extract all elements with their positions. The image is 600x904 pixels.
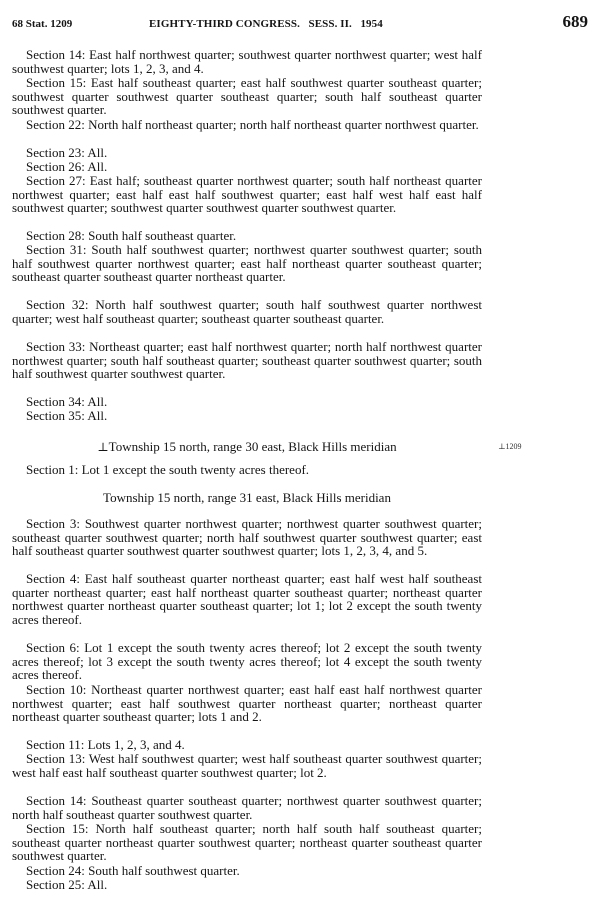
section-paragraph: Section 25: All.	[26, 877, 108, 892]
section-paragraph: Section 4: East half southeast quarter northeast quarter; east half west half southeast quarter northeast quarter; east half northeast quarter southeast quarter; northeast quarter northwest quarter northeast quarter southeast quarter; lot 1; lot 2 except the south twenty acres thereof.	[12, 571, 482, 628]
section-paragraph: Section 22: North half northeast quarter; north half northeast quarter northwest quarter.	[26, 117, 479, 132]
section-paragraph: Section 10: Northeast quarter northwest quarter; east half east half northwest quarter northwest quarter; east half southwest quarter northeast quarter; northeast quarter northeast quarter southeast quarter; lots 1 and 2.	[12, 682, 482, 725]
section-paragraph: Section 27: East half; southeast quarter northwest quarter; south half northeast quarter northwest quarter; east half east half southwest quarter; east half west half east half southwest quarter; southwest quarter southwest quarter southwest quarter.	[12, 173, 482, 216]
section-paragraph: Section 28: South half southeast quarter.	[26, 228, 237, 243]
section-paragraph: Section 35: All.	[26, 408, 108, 423]
page-header	[12, 14, 588, 38]
statute-reference: 68 Stat. 1209	[12, 18, 73, 30]
section-paragraph: Section 32: North half southwest quarter; south half southwest quarter northwest quarter; west half southeast quarter; southeast quarter southeast quarter.	[12, 297, 482, 326]
section-paragraph: Section 31: South half southwest quarter; northwest quarter southwest quarter; south half southwest quarter northwest quarter; east half northeast quarter southeast quarter; southeast quarter southeast quarter northeast quarter.	[12, 242, 482, 285]
township-heading: Township 15 north, range 31 east, Black Hills meridian	[103, 490, 391, 505]
running-head: EIGHTY-THIRD CONGRESS. SESS. II. 1954	[149, 18, 383, 30]
section-paragraph: Section 1: Lot 1 except the south twenty acres thereof.	[26, 462, 310, 477]
section-paragraph: Section 33: Northeast quarter; east half northwest quarter; north half northwest quarter northwest quarter; south half southeast quarter; southeast quarter southwest quarter; south half southwest quarter southwest quarter.	[12, 339, 482, 382]
township-heading-text: Township 15 north, range 30 east, Black Hills meridian	[108, 439, 397, 454]
section-paragraph: Section 34: All.	[26, 394, 108, 409]
page-number: 689	[562, 12, 588, 31]
section-paragraph: Section 26: All.	[26, 159, 108, 174]
section-paragraph: Section 3: Southwest quarter northwest quarter; northwest quarter southwest quarter; southeast quarter southwest quarter; north half southwest quarter southwest quarter; east half southeast quarter southwest quarter southwest quarter; lots 1, 2, 3, 4, and 5.	[12, 516, 482, 559]
section-paragraph: Section 24: South half southwest quarter.	[26, 863, 240, 878]
township-heading	[12, 440, 482, 454]
section-paragraph: Section 11: Lots 1, 2, 3, and 4.	[26, 737, 185, 752]
section-paragraph: Section 6: Lot 1 except the south twenty acres thereof; lot 2 except the south twenty acres thereof; lot 3 except the south twenty acres thereof; lot 4 except the south twenty acres thereof.	[12, 640, 482, 683]
margin-note: ⊥1209	[498, 442, 522, 451]
section-paragraph: Section 14: Southeast quarter southeast quarter; northwest quarter southwest quarter; north half southeast quarter southwest quarter.	[12, 793, 482, 822]
page-break-marker: ⊥	[97, 440, 109, 454]
section-paragraph: Section 13: West half southwest quarter; west half southeast quarter southwest quarter; west half east half southeast quarter southwest quarter; lot 2.	[12, 751, 482, 780]
section-paragraph: Section 15: East half southeast quarter; east half southwest quarter southeast quarter; southwest quarter southwest quarter southeast quarter; south half southeast quarter southwest quarter.	[12, 75, 482, 118]
section-paragraph: Section 14: East half northwest quarter; southwest quarter northwest quarter; west half southwest quarter; lots 1, 2, 3, and 4.	[12, 47, 482, 76]
section-paragraph: Section 23: All.	[26, 145, 108, 160]
section-paragraph: Section 15: North half southeast quarter; north half south half southeast quarter; southeast quarter northeast quarter southwest quarter; northeast quarter southeast quarter southwest quarter.	[12, 821, 482, 864]
